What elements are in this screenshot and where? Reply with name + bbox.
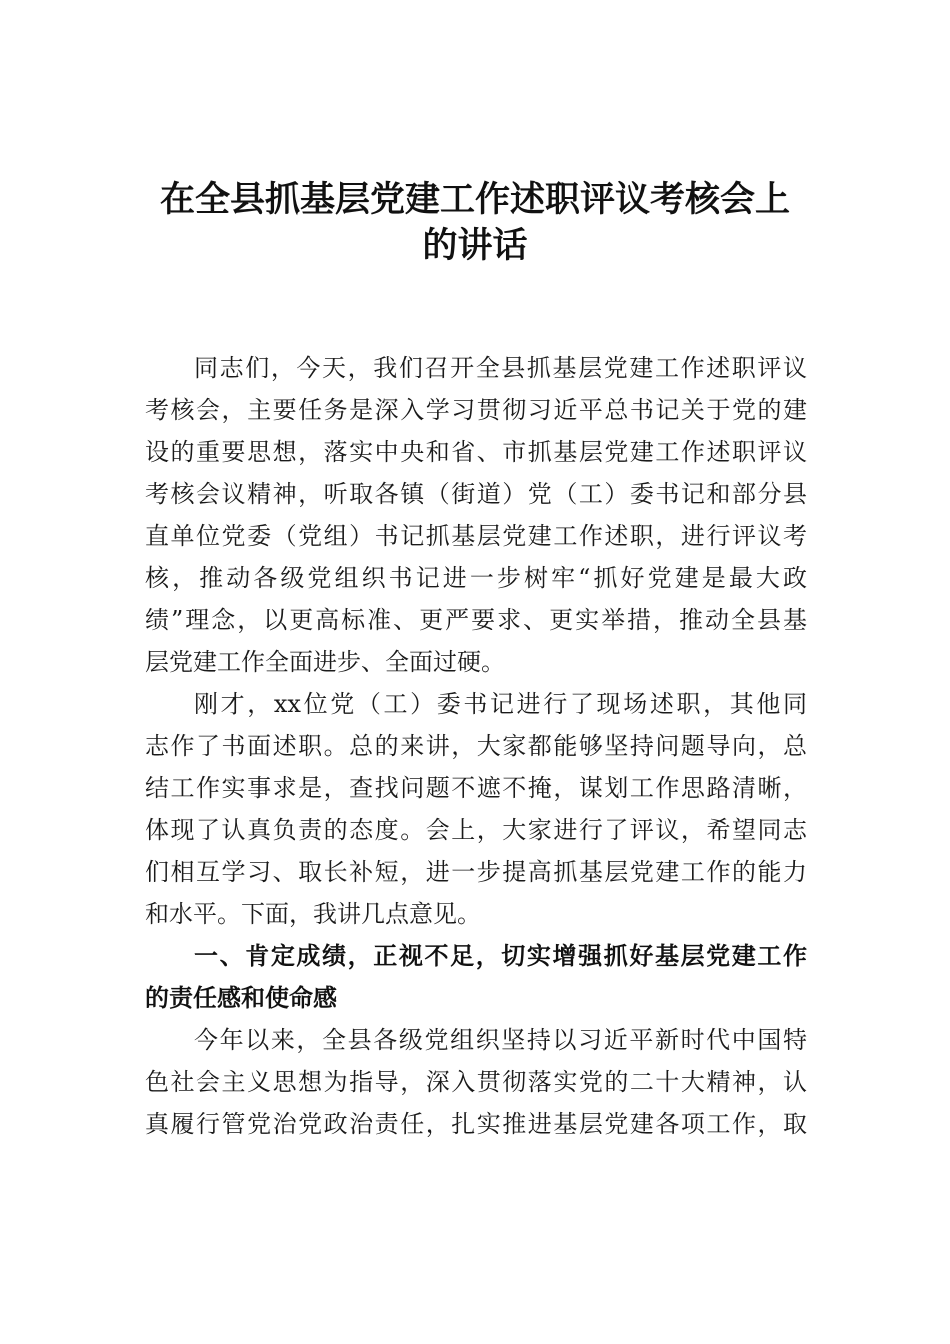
paragraph-line: 们相互学习、取长补短，进一步提高抓基层党建工作的能力 xyxy=(145,858,807,886)
paragraph-line: 绩”理念，以更高标准、更严要求、更实举措，推动全县基 xyxy=(145,606,807,634)
paragraph-line: 核，推动各级党组织书记进一步树牢“抓好党建是最大政 xyxy=(145,564,807,592)
section-heading-line: 一、肯定成绩，正视不足，切实增强抓好基层党建工作 xyxy=(194,942,807,970)
paragraph-line: 体现了认真负责的态度。会上，大家进行了评议，希望同志 xyxy=(145,816,807,844)
paragraph-line: 志作了书面述职。总的来讲，大家都能够坚持问题导向，总 xyxy=(145,732,807,760)
paragraph-line: 和水平。下面，我讲几点意见。 xyxy=(145,900,481,928)
paragraph-line: 今年以来，全县各级党组织坚持以习近平新时代中国特 xyxy=(194,1026,807,1054)
paragraph-line: 同志们，今天，我们召开全县抓基层党建工作述职评议 xyxy=(194,354,807,382)
document-title-line-2: 的讲话 xyxy=(422,226,528,266)
paragraph-line: 直单位党委（党组）书记抓基层党建工作述职，进行评议考 xyxy=(145,522,807,550)
paragraph-line: 真履行管党治党政治责任，扎实推进基层党建各项工作，取 xyxy=(145,1110,807,1138)
paragraph-line: 层党建工作全面进步、全面过硬。 xyxy=(145,648,505,676)
paragraph-line: 刚才，xx位党（工）委书记进行了现场述职，其他同 xyxy=(194,690,807,718)
paragraph-line: 色社会主义思想为指导，深入贯彻落实党的二十大精神，认 xyxy=(145,1068,807,1096)
paragraph-line: 设的重要思想，落实中央和省、市抓基层党建工作述职评议 xyxy=(145,438,807,466)
document-title-line-1: 在全县抓基层党建工作述职评议考核会上 xyxy=(159,180,790,220)
paragraph-line: 结工作实事求是，查找问题不遮不掩，谋划工作思路清晰， xyxy=(145,774,807,802)
paragraph-line: 考核会议精神，听取各镇（街道）党（工）委书记和部分县 xyxy=(145,480,807,508)
paragraph-line: 考核会，主要任务是深入学习贯彻习近平总书记关于党的建 xyxy=(145,396,807,424)
section-heading-line: 的责任感和使命感 xyxy=(145,984,337,1012)
